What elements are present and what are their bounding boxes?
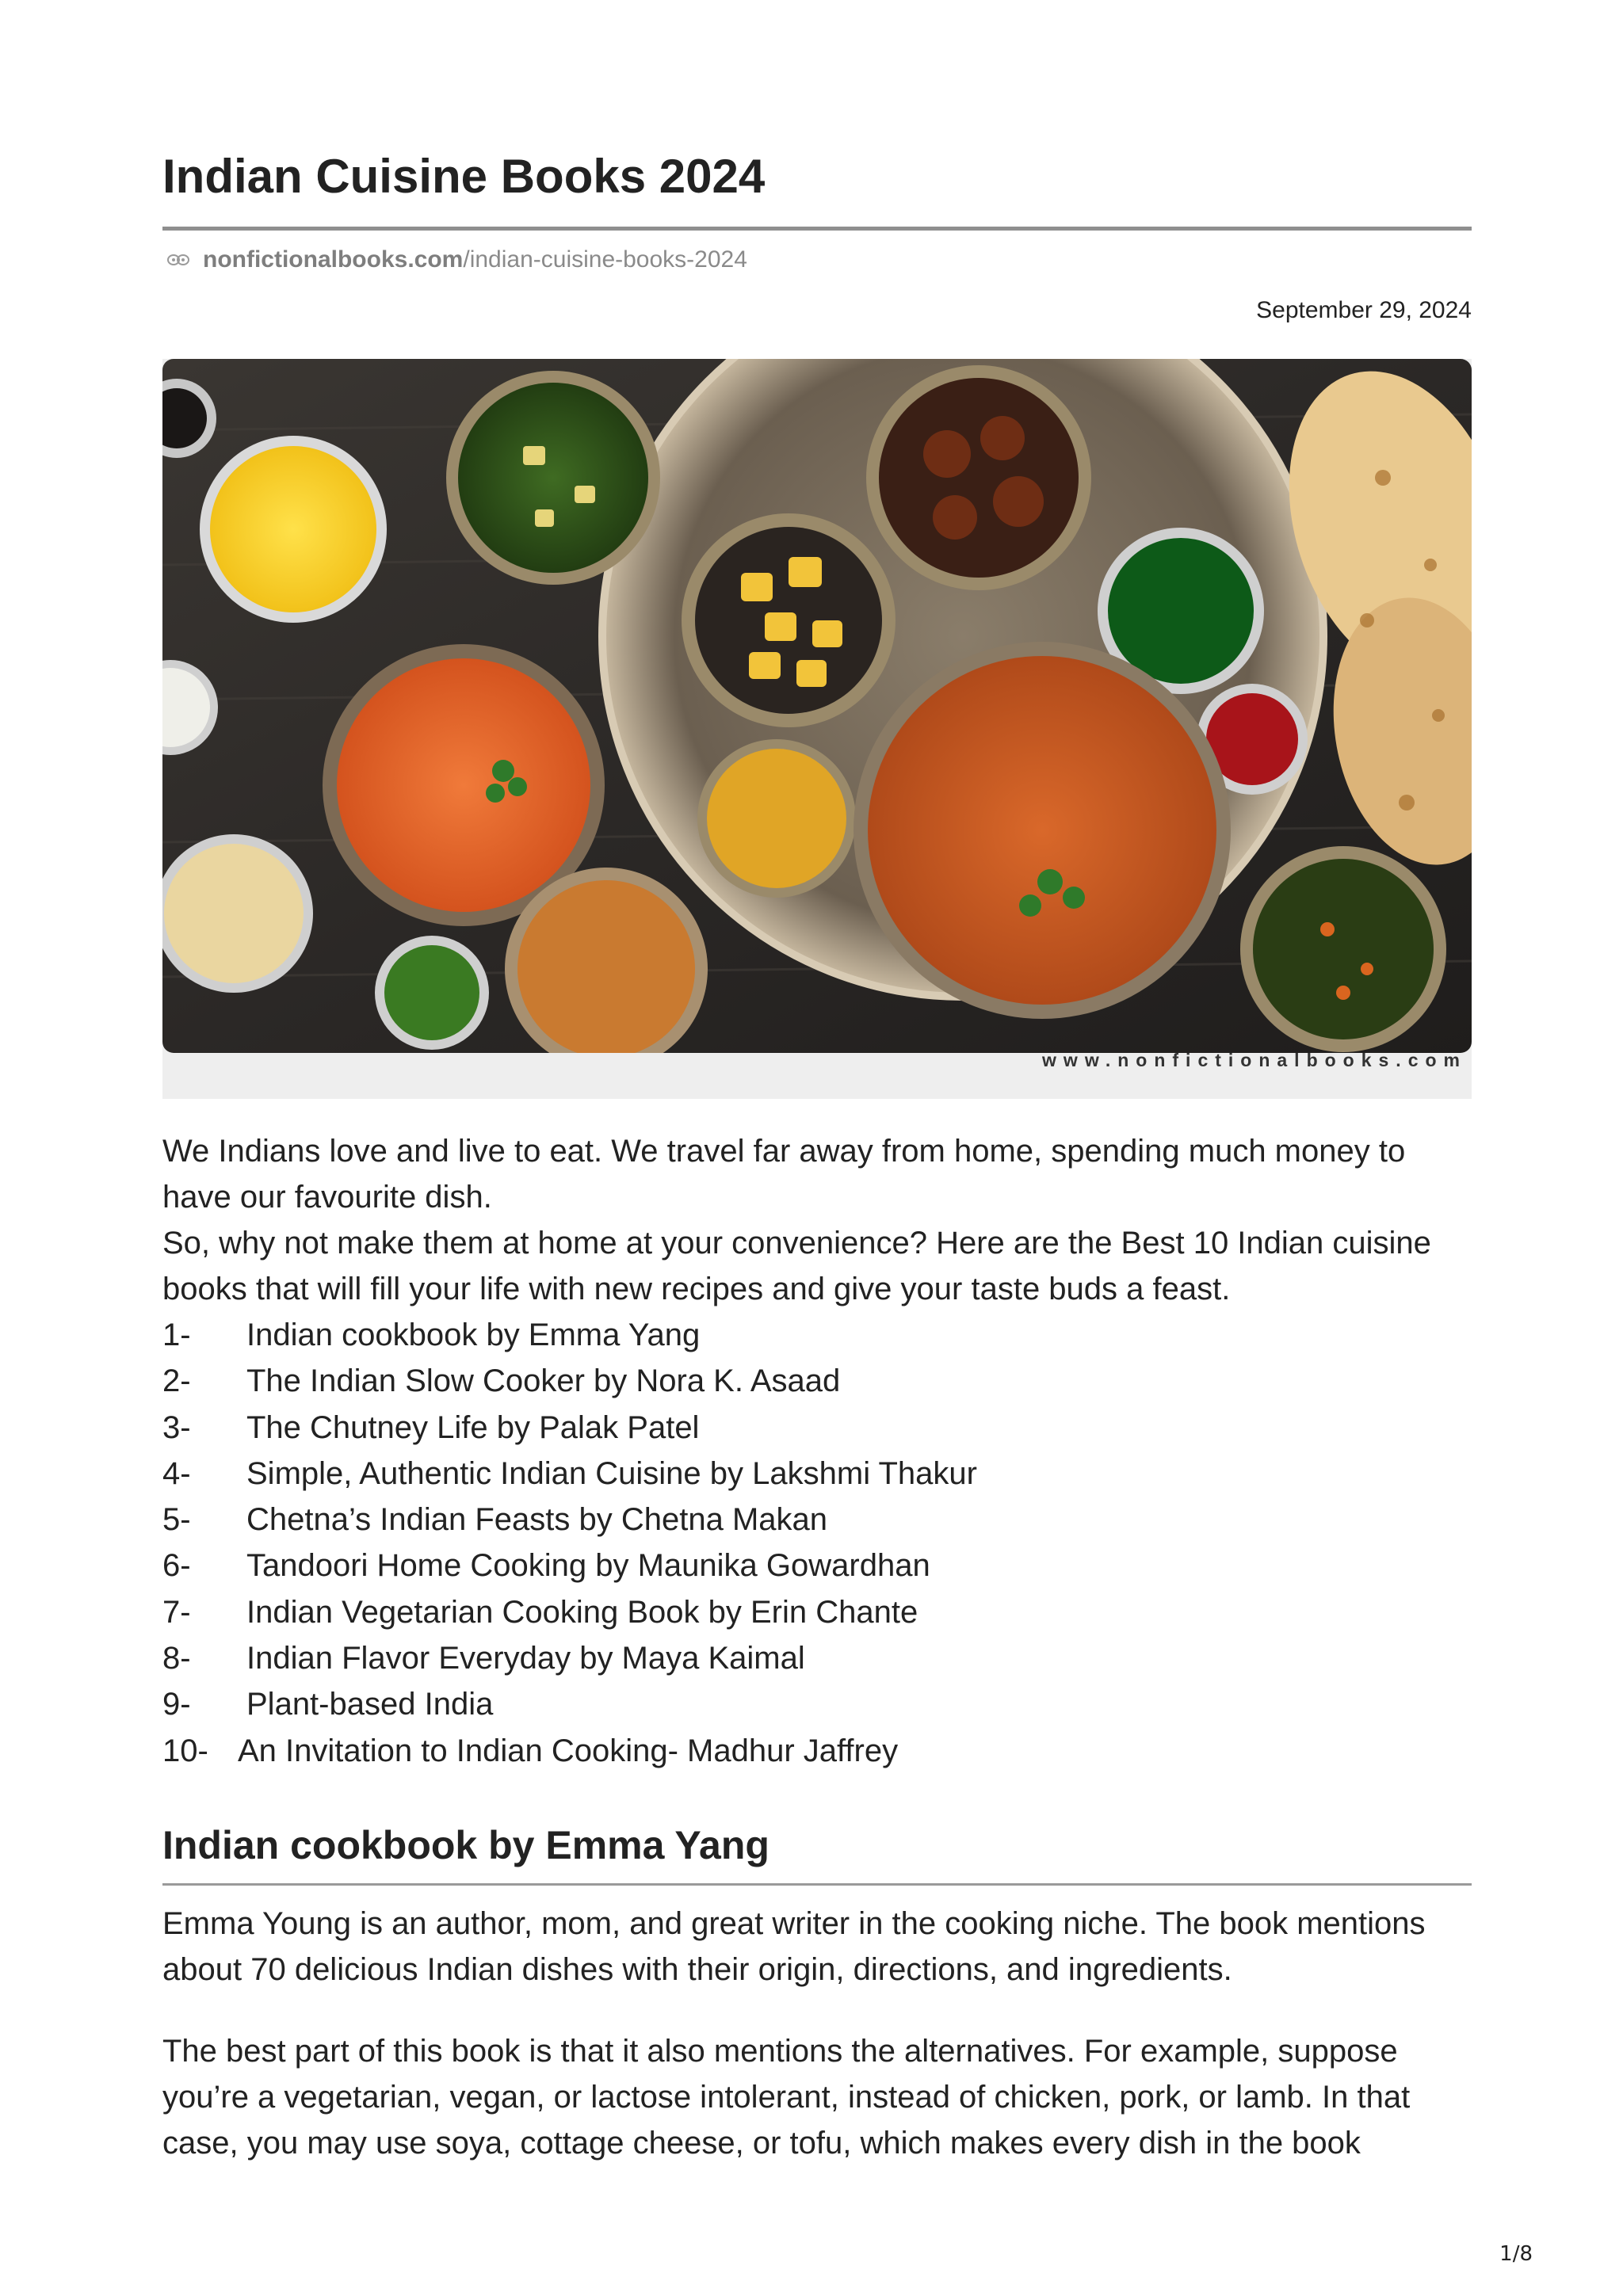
list-item-title: Simple, Authentic Indian Cuisine by Lakshmi Thakur: [246, 1455, 977, 1491]
food-spread-illustration: [162, 359, 1472, 1053]
list-item[interactable]: [162, 1312, 977, 1358]
site-logo-icon: [166, 252, 190, 268]
list-item-title: Plant-based India: [246, 1687, 494, 1722]
list-item-title: The Indian Slow Cooker by Nora K. Asaad: [246, 1363, 841, 1399]
list-item-title: The Chutney Life by Palak Patel: [246, 1409, 700, 1445]
section-divider: [162, 1883, 1472, 1886]
section-heading: Indian cookbook by Emma Yang: [162, 1823, 769, 1867]
list-item-number: 7-: [162, 1594, 191, 1630]
article-title: Indian Cuisine Books 2024: [162, 150, 766, 203]
source-domain: nonfictionalbooks.com: [203, 246, 464, 273]
list-item-title: Chetna’s Indian Feasts by Chetna Makan: [246, 1502, 828, 1538]
section-paragraph-2: The best part of this book is that it also mentions the alternatives. For example, suppose you’re a vegetarian, vegan, or lactose intolerant, instead of chicken, pork, or lamb. In that case, you may use soya, cottage cheese, or tofu, which makes every dish in the book: [162, 2034, 1411, 2161]
hero-image: [162, 359, 1472, 1099]
list-item[interactable]: [162, 1405, 977, 1451]
list-item-number: 8-: [162, 1641, 191, 1676]
page-number: 1/8: [1499, 2242, 1533, 2266]
list-item-number: 9-: [162, 1687, 191, 1722]
list-item-number: 2-: [162, 1363, 191, 1399]
publish-date: September 29, 2024: [1256, 297, 1472, 323]
list-item-title: Indian Vegetarian Cooking Book by Erin Chante: [246, 1594, 918, 1630]
list-item[interactable]: [162, 1358, 977, 1404]
list-item[interactable]: [162, 1543, 977, 1589]
list-item[interactable]: [162, 1497, 977, 1543]
list-item-title: An Invitation to Indian Cooking- Madhur Jaffrey: [238, 1733, 899, 1768]
list-item-number: 3-: [162, 1409, 191, 1445]
list-item-number: 5-: [162, 1502, 191, 1538]
list-item[interactable]: [162, 1451, 977, 1497]
list-item[interactable]: [162, 1681, 977, 1727]
list-item-number: 1-: [162, 1318, 191, 1352]
list-item-number: 4-: [162, 1455, 191, 1491]
source-path: /indian-cuisine-books-2024: [463, 246, 747, 273]
list-item-number: 6-: [162, 1548, 191, 1584]
section-paragraph-1: Emma Young is an author, mom, and great writer in the cooking niche. The book mentions about 70 delicious Indian dishes with their origin, directions, and ingredients.: [162, 1906, 1426, 1987]
list-item[interactable]: [162, 1728, 977, 1774]
list-item-title: Tandoori Home Cooking by Maunika Gowardhan: [246, 1548, 930, 1584]
list-item-title: Indian Flavor Everyday by Maya Kaimal: [246, 1641, 805, 1676]
intro-line-2: So, why not make them at home at your convenience? Here are the Best 10 Indian cuisine books that will fill your life with new recipes and give your taste buds a feast.: [162, 1226, 1431, 1306]
book-list: [162, 1312, 977, 1774]
list-item-title: Indian cookbook by Emma Yang: [246, 1318, 701, 1352]
source-link[interactable]: [166, 246, 747, 274]
list-item-number: 10-: [162, 1733, 208, 1768]
intro-paragraph: [162, 1128, 1472, 1312]
intro-line-1: We Indians love and live to eat. We travel far away from home, spending much money to have our favourite dish.: [162, 1134, 1406, 1215]
image-watermark: www.nonfictionalbooks.com: [1042, 1050, 1467, 1070]
list-item[interactable]: [162, 1589, 977, 1635]
list-item[interactable]: [162, 1635, 977, 1681]
title-divider: [162, 227, 1472, 231]
